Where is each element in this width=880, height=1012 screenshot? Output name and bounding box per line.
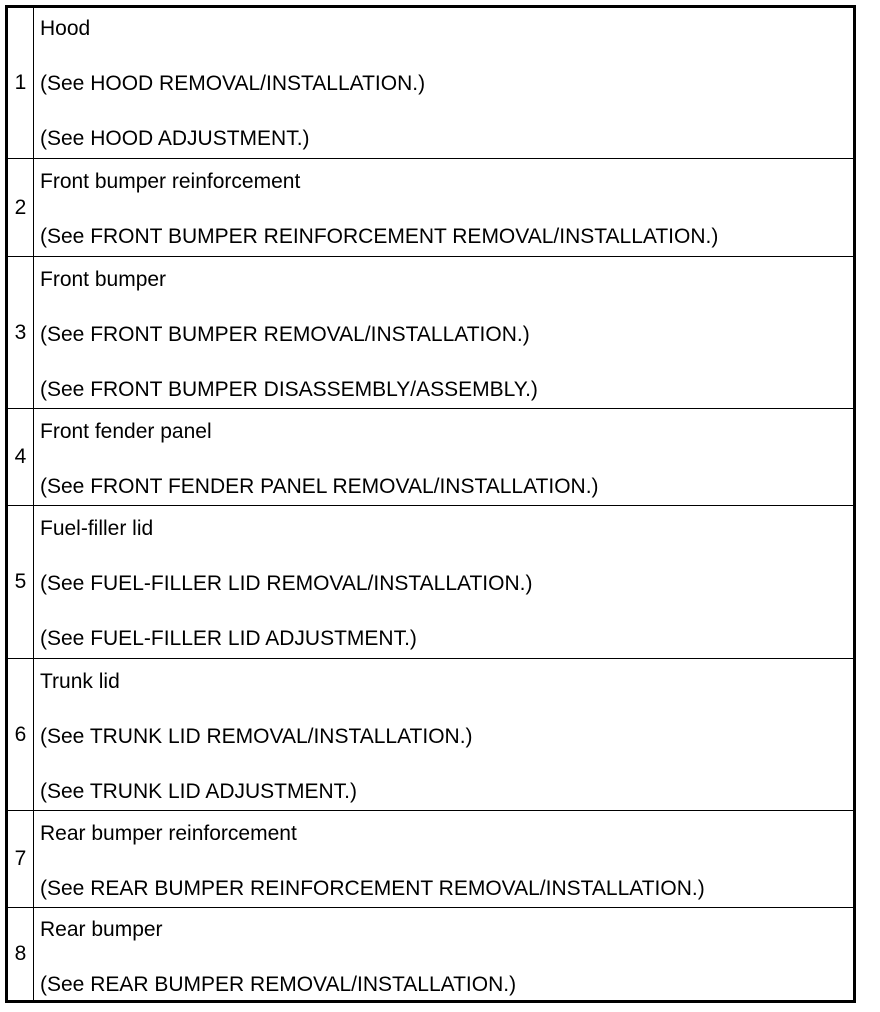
table-row <box>8 658 853 810</box>
item-reference: (See REAR BUMPER REINFORCEMENT REMOVAL/INSTALLATION.) <box>40 877 705 900</box>
item-reference: (See HOOD ADJUSTMENT.) <box>40 127 310 150</box>
item-number: 4 <box>8 409 34 505</box>
item-reference: (See TRUNK LID REMOVAL/INSTALLATION.) <box>40 725 473 748</box>
item-title: Rear bumper reinforcement <box>40 822 297 845</box>
item-number: 5 <box>8 506 34 658</box>
item-title: Rear bumper <box>40 918 163 941</box>
item-number: 8 <box>8 908 34 1000</box>
item-number: 1 <box>8 8 34 158</box>
table-row <box>8 505 853 658</box>
item-reference: (See FRONT BUMPER REINFORCEMENT REMOVAL/INSTALLATION.) <box>40 225 719 248</box>
item-number: 3 <box>8 257 34 408</box>
parts-reference-table <box>5 5 856 1003</box>
item-reference: (See FRONT FENDER PANEL REMOVAL/INSTALLATION.) <box>40 475 599 498</box>
item-title: Front fender panel <box>40 420 212 443</box>
item-number: 7 <box>8 811 34 907</box>
item-title: Trunk lid <box>40 670 120 693</box>
item-number: 2 <box>8 159 34 256</box>
table-row <box>8 907 853 1000</box>
item-reference: (See TRUNK LID ADJUSTMENT.) <box>40 780 357 803</box>
item-reference: (See REAR BUMPER REMOVAL/INSTALLATION.) <box>40 973 517 996</box>
item-title: Hood <box>40 17 91 40</box>
table-row <box>8 408 853 505</box>
table-row <box>8 8 853 158</box>
item-number: 6 <box>8 659 34 810</box>
item-title: Fuel-filler lid <box>40 517 154 540</box>
item-title: Front bumper <box>40 268 167 291</box>
item-reference: (See FRONT BUMPER REMOVAL/INSTALLATION.) <box>40 323 530 346</box>
item-reference: (See HOOD REMOVAL/INSTALLATION.) <box>40 72 426 95</box>
item-reference: (See FUEL-FILLER LID REMOVAL/INSTALLATION.) <box>40 572 533 595</box>
table-row <box>8 256 853 408</box>
table-row <box>8 158 853 256</box>
item-reference: (See FUEL-FILLER LID ADJUSTMENT.) <box>40 627 417 650</box>
item-title: Front bumper reinforcement <box>40 170 301 193</box>
table-row <box>8 810 853 907</box>
item-reference: (See FRONT BUMPER DISASSEMBLY/ASSEMBLY.) <box>40 378 538 401</box>
